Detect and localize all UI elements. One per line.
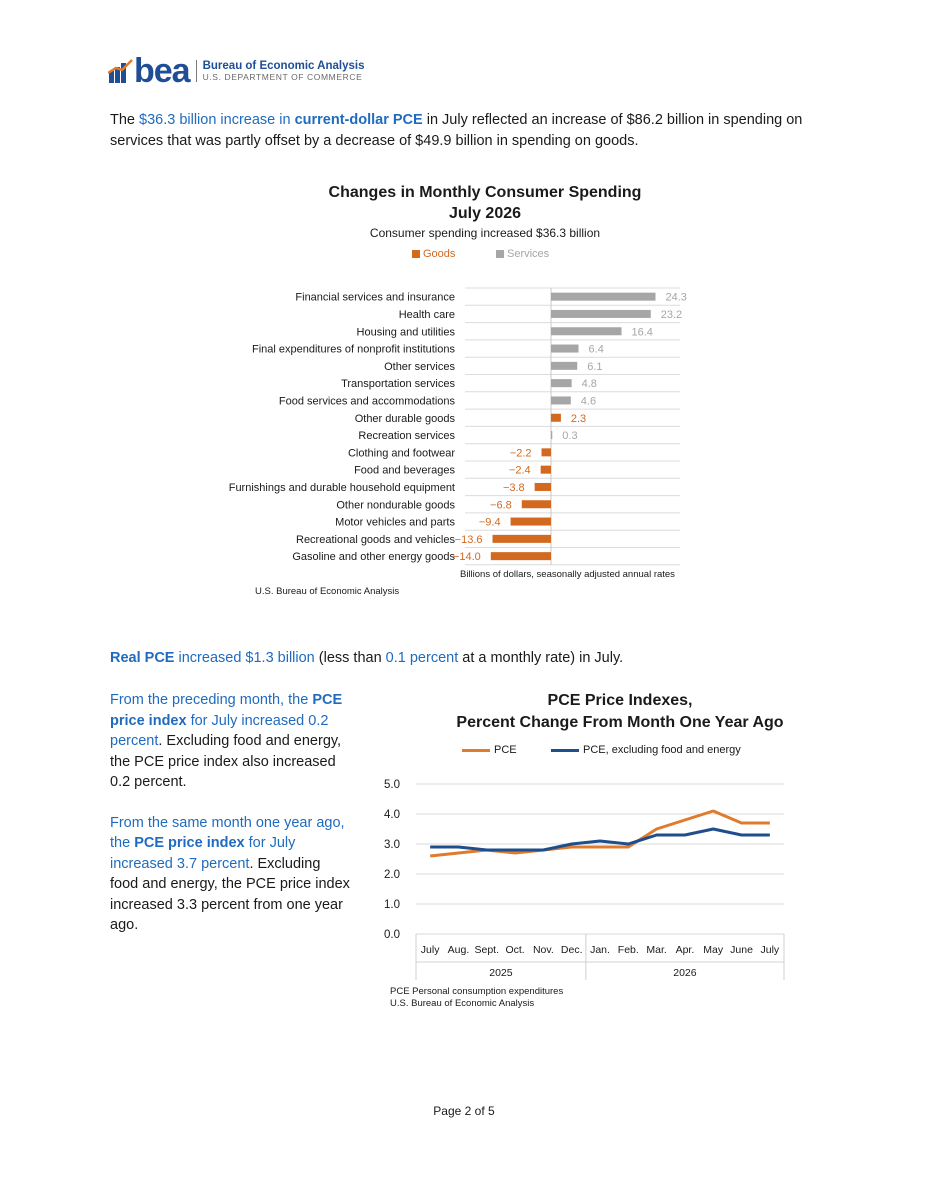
category-label: Other durable goods	[354, 412, 455, 425]
y-tick-label: 0.0	[384, 929, 400, 941]
chart1-subtitle: Consumer spending increased $36.3 billion	[369, 226, 601, 240]
consumer-spending-bar-chart	[0, 280, 928, 570]
x-tick-label: Apr.	[675, 944, 695, 956]
data-label: 2.3	[570, 412, 587, 425]
bea-logo[interactable]	[108, 52, 365, 90]
intro-link-increase[interactable]: $36.3 billion increase in	[139, 112, 295, 128]
category-label: Other nondurable goods	[336, 499, 455, 512]
chart1-title	[0, 182, 928, 224]
chart1-unit-note: Billions of dollars, seasonally adjusted annual rates	[460, 569, 675, 580]
category-label: Transportation services	[341, 378, 455, 391]
services-legend-label: Services	[507, 248, 550, 260]
bar	[551, 310, 651, 318]
data-label: −2.2	[509, 447, 532, 460]
bar	[551, 293, 655, 301]
intro-text-rest: in July reflected an increase of $86.2 billion in spending on services that was partly offset by a decrease of $49.9 billion in spending on goods.	[110, 112, 803, 149]
x-tick-label: Dec.	[560, 944, 583, 956]
category-label: Recreational goods and vehicles	[296, 533, 455, 546]
data-label: −3.8	[502, 481, 525, 494]
chart2-notes	[390, 986, 563, 1010]
category-label: Other services	[384, 360, 455, 373]
goods-swatch	[412, 250, 420, 258]
bar	[551, 345, 579, 353]
bar	[551, 431, 552, 439]
y-tick-label: 4.0	[384, 809, 400, 821]
department-name: U.S. DEPARTMENT OF COMMERCE	[202, 71, 363, 82]
intro-paragraph	[110, 110, 830, 152]
chart1-source: U.S. Bureau of Economic Analysis	[255, 586, 400, 597]
goods-legend-label: Goods	[423, 248, 456, 260]
x-tick-label: June	[730, 944, 753, 956]
logo-wordmark: bea	[134, 52, 190, 90]
x-tick-label: Jan.	[590, 944, 610, 956]
chart1-legend-goods	[412, 248, 455, 260]
category-label: Health care	[398, 308, 455, 321]
chart2-legend-core	[551, 744, 741, 756]
real-pce-end: at a monthly rate) in July.	[458, 650, 624, 666]
side-a2: for July increased 0.2 percent	[110, 712, 329, 749]
x-tick-label: July	[760, 944, 780, 956]
data-label: 0.3	[562, 430, 578, 443]
data-label: 4.6	[580, 395, 597, 408]
y-tick-label: 5.0	[384, 779, 400, 791]
chart2-title-line1: PCE Price Indexes,	[547, 692, 693, 709]
category-label: Financial services and insurance	[295, 291, 455, 304]
x-tick-label: May	[703, 944, 724, 956]
year-label: 2025	[489, 967, 513, 979]
category-label: Final expenditures of nonprofit institutions	[251, 343, 455, 356]
bar	[551, 379, 572, 387]
category-label: Recreation services	[358, 430, 455, 443]
data-label: 24.3	[665, 291, 687, 304]
y-tick-label: 2.0	[384, 869, 400, 881]
bar	[535, 483, 551, 491]
monthly-change-paragraph	[110, 690, 350, 793]
side-b2: for July increased 3.7 percent	[110, 835, 296, 872]
category-label: Motor vehicles and parts	[335, 516, 455, 529]
category-label: Food and beverages	[354, 464, 455, 477]
data-label: −6.8	[490, 499, 512, 512]
side-a3: . Excluding food and energy, the PCE price index also increased 0.2 percent.	[110, 733, 342, 790]
pce-legend-label: PCE	[494, 744, 517, 756]
chart1-title-line2: July 2026	[448, 205, 522, 222]
bar	[491, 552, 551, 560]
chart2-note-abbrev: PCE Personal consumption expenditures	[390, 986, 564, 997]
chart2-title-line2: Percent Change From Month One Year Ago	[456, 714, 784, 731]
core-legend-label: PCE, excluding food and energy	[583, 744, 741, 756]
real-pce-sentence	[110, 650, 623, 666]
data-label: 4.8	[581, 378, 597, 391]
core-line-swatch	[551, 749, 579, 752]
bar	[493, 535, 551, 543]
bar	[551, 396, 571, 404]
data-label: −13.6	[454, 533, 483, 546]
chart2-title	[360, 690, 880, 734]
real-pce-mid: (less than	[314, 650, 386, 666]
x-tick-label: Oct.	[505, 944, 525, 956]
pce-price-index-link-1[interactable]: PCE price index	[110, 692, 343, 729]
yearly-change-paragraph	[110, 813, 350, 936]
bea-chart-icon	[108, 59, 134, 83]
chart2-legend-pce	[462, 744, 517, 756]
data-label: 16.4	[631, 326, 653, 339]
data-label: −9.4	[478, 516, 501, 529]
real-pce-percent: 0.1 percent	[385, 650, 459, 666]
chart2-source: U.S. Bureau of Economic Analysis	[390, 998, 535, 1009]
x-tick-label: July	[420, 944, 440, 956]
intro-link-current-dollar-pce[interactable]: current-dollar PCE	[294, 112, 423, 128]
bar	[551, 327, 622, 335]
price-index-text	[110, 690, 350, 956]
data-label: 6.4	[588, 343, 604, 356]
category-label: Clothing and footwear	[347, 447, 455, 460]
page-number: Page 2 of 5	[433, 1104, 495, 1118]
bar	[551, 414, 561, 422]
services-swatch	[496, 250, 504, 258]
chart1-title-line1: Changes in Monthly Consumer Spending	[328, 184, 642, 201]
chart1-legend-services	[496, 248, 549, 260]
x-tick-label: Mar.	[646, 944, 667, 956]
category-label: Housing and utilities	[356, 326, 455, 339]
data-label: −14.0	[452, 551, 481, 564]
data-label: −2.4	[508, 464, 531, 477]
real-pce-amount: increased $1.3 billion	[174, 650, 315, 666]
bar	[522, 500, 551, 508]
data-label: 6.1	[587, 360, 603, 373]
real-pce-link[interactable]: Real PCE	[110, 650, 175, 666]
bar	[541, 466, 551, 474]
bar	[511, 518, 551, 526]
pce-price-index-link-2[interactable]: PCE price index	[134, 835, 245, 851]
pce-line-swatch	[462, 749, 490, 752]
agency-name: Bureau of Economic Analysis	[202, 59, 365, 72]
category-label: Gasoline and other energy goods	[292, 551, 455, 564]
data-label: 23.2	[660, 308, 683, 321]
side-a1: From the preceding month, the	[110, 692, 313, 708]
category-label: Food services and accommodations	[278, 395, 455, 408]
x-tick-label: Nov.	[532, 944, 554, 956]
intro-text-start: The	[110, 112, 140, 128]
category-label: Furnishings and durable household equipment	[228, 481, 455, 494]
pce-price-index-line-chart	[360, 770, 800, 985]
x-tick-label: Sept.	[474, 944, 500, 956]
y-tick-label: 1.0	[384, 899, 400, 911]
y-tick-label: 3.0	[384, 839, 400, 851]
side-b3: . Excluding food and energy, the PCE price index increased 3.3 percent from one year ago.	[110, 855, 350, 933]
bar	[551, 362, 577, 370]
logo-agency-block	[203, 61, 365, 82]
bar	[542, 448, 551, 456]
logo-divider	[196, 60, 197, 82]
side-b1: From the same month one year ago, the	[110, 814, 345, 851]
x-tick-label: Aug.	[447, 944, 470, 956]
year-label: 2026	[673, 967, 697, 979]
x-tick-label: Feb.	[617, 944, 639, 956]
